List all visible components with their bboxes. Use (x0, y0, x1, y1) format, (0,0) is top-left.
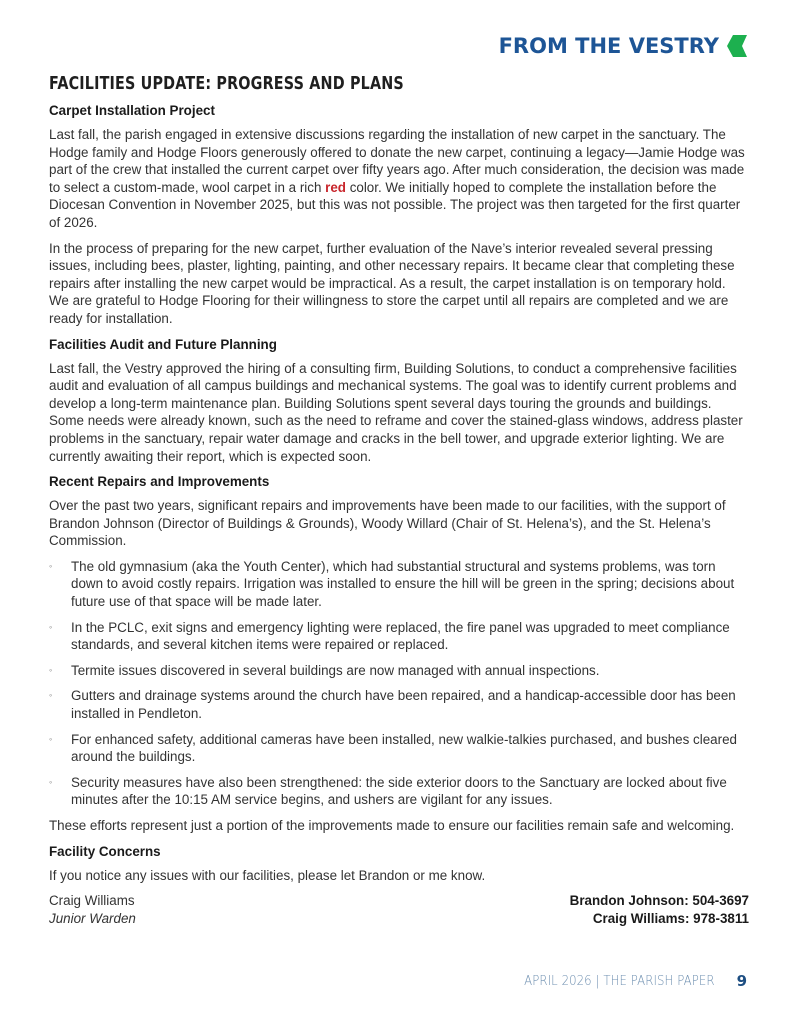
page-number: 9 (736, 972, 747, 990)
list-item: ◦ Security measures have also been strengthened: the side exterior doors to the Sanctuary are locked about five minutes after the 10:15 AM service begins, and ushers are vigilant for any issues. (49, 774, 727, 808)
carpet-paragraph-2: In the process of preparing for the new carpet, further evaluation of the Nave’s interior revealed several pressing issues, including bees, plaster, lighting, painting, and other necessary repairs. It became clear that completing these repairs after installing the new carpet would be impractical. As a result, the carpet installation is on temporary hold. We are grateful to Hodge Flooring for their willingness to store the carpet until all repairs are completed and we are ready for installation. (49, 240, 735, 326)
bullet-circle-icon: ◦ (49, 621, 53, 632)
concerns-paragraph: If you notice any issues with our facilities, please let Brandon or me know. (49, 867, 486, 883)
section-heading-concerns: Facility Concerns (49, 843, 161, 859)
author-name: Craig Williams (49, 893, 135, 909)
bullet-circle-icon: ◦ (49, 690, 53, 701)
bullet-circle-icon: ◦ (49, 733, 53, 744)
contact-brandon: Brandon Johnson: 504-3697 (569, 893, 749, 909)
author-signature (49, 892, 136, 927)
issue-label: APRIL 2026 | THE PARISH PAPER (524, 973, 715, 989)
audit-paragraph: Last fall, the Vestry approved the hiring of a consulting firm, Building Solutions, to conduct a comprehensive facilities audit and evaluation of all campus buildings and mechanical systems. The goal was to identify current problems and develop a long-term maintenance plan. Building Solutions spent several days touring the grounds and buildings. Some needs were already known, such as the need to reframe and cover the stained-glass windows, address plaster problems in the sanctuary, repair water damage and cracks in the bell tower, and upgrade exterior lighting. We are currently awaiting their report, which is expected soon. (49, 360, 743, 464)
bullet-circle-icon: ◦ (49, 776, 53, 787)
section-heading-audit: Facilities Audit and Future Planning (49, 336, 277, 352)
contact-craig: Craig Williams: 978-3811 (592, 910, 749, 926)
repairs-closing: These efforts represent just a portion of the improvements made to ensure our facilities remain safe and welcoming. (49, 818, 735, 833)
contact-list (570, 892, 749, 927)
repairs-intro: Over the past two years, significant repairs and improvements have been made to our facilities, with the support of Brandon Johnson (Director of Buildings & Grounds), Woody Willard (Chair of St. Helena’s), and the St. Helena’s Commission. (49, 498, 726, 549)
signature-block (49, 892, 749, 927)
list-item: ◦ The old gymnasium (aka the Youth Center), which had substantial structural and systems problems, was torn down to avoid costly repairs. Irrigation was installed to ensure the hill will be green in the spring; decisions about future use of that space will be made later. (49, 558, 735, 610)
article-title: FACILITIES UPDATE: PROGRESS AND PLANS (49, 74, 404, 94)
list-item: ◦ Gutters and drainage systems around the church have been repaired, and a handicap-accessible door has been installed in Pendleton. (49, 688, 736, 722)
section-heading-repairs: Recent Repairs and Improvements (49, 474, 270, 490)
section-banner (499, 34, 747, 58)
banner-title: FROM THE VESTRY (498, 34, 719, 58)
bullet-circle-icon: ◦ (49, 664, 53, 675)
highlight-red: red (325, 179, 346, 195)
article (49, 74, 749, 927)
bullet-circle-icon: ◦ (49, 560, 53, 571)
page-footer (503, 972, 747, 990)
repairs-list (49, 558, 749, 809)
list-item: ◦ In the PCLC, exit signs and emergency lighting were replaced, the fire panel was upgraded to meet compliance standards, and several kitchen items were repaired or replaced. (49, 619, 730, 653)
list-item: ◦ For enhanced safety, additional cameras have been installed, new walkie-talkies purchased, and bushes cleared around the buildings. (49, 731, 737, 765)
section-heading-carpet: Carpet Installation Project (49, 103, 215, 118)
author-role: Junior Warden (49, 910, 136, 926)
list-item: ◦ Termite issues discovered in several buildings are now managed with annual inspections. (49, 662, 600, 678)
green-chevron-flag-icon (727, 35, 747, 57)
carpet-paragraph-1: Last fall, the parish engaged in extensive discussions regarding the installation of new carpet in the sanctuary. The Hodge family and Hodge Floors generously offered to donate the new carpet, continuing a legacy—Jamie Hodge was part of the crew that installed the current carpet over fifty years ago. After much consideration, the decision was made to select a custom-made, wool carpet in a rich red color. We initially hoped to complete the installation before the Diocesan Convention in November 2025, but this was not possible. The project was then targeted for the first quarter of 2026. (49, 127, 745, 230)
